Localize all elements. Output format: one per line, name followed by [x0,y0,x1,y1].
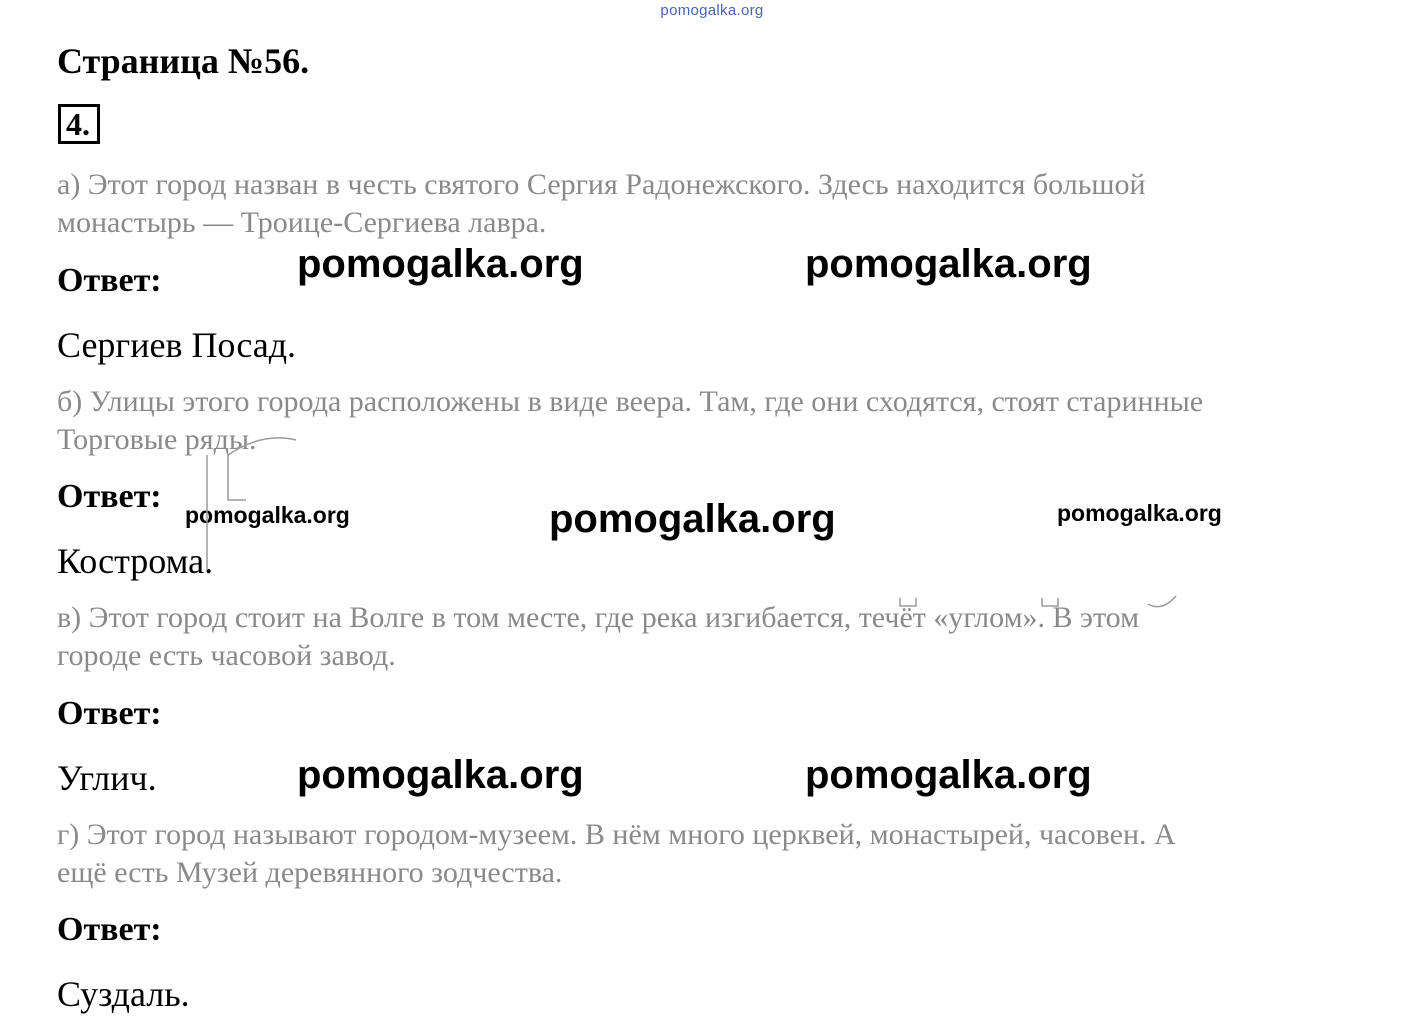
question-c-line2: городе есть часовой завод. [57,639,396,672]
answer-a: Сергиев Посад. [57,325,297,365]
answer-label-a: Ответ: [57,262,162,299]
answer-label-b: Ответ: [57,478,162,515]
question-b-line1: б) Улицы этого города расположены в виде веера. Там, где они сходятся, стоят старинные [57,385,1204,418]
watermark: pomogalka.org [549,497,836,541]
watermark: pomogalka.org [185,502,350,528]
watermark: pomogalka.org [297,242,584,286]
watermark: pomogalka.org [805,753,1092,797]
watermark: pomogalka.org [1057,500,1222,526]
page-title: Страница №56. [57,41,310,81]
question-d-line1: г) Этот город называют городом-музеем. В нём много церквей, монастырей, часовен. А [57,818,1176,851]
question-c-line1: в) Этот город стоит на Волге в том месте, где река изгибается, течёт «углом». В этом [57,601,1140,634]
answer-b: Кострома. [57,541,214,581]
question-d-line2: ещё есть Музей деревянного зодчества. [57,856,563,889]
answer-label-c: Ответ: [57,695,162,732]
answer-c: Углич. [57,758,157,798]
answer-label-d: Ответ: [57,911,162,948]
watermark: pomogalka.org [805,242,1092,286]
question-a-line1: а) Этот город назван в честь святого Сергия Радонежского. Здесь находится большой [57,168,1146,201]
task-number: 4. [66,106,90,142]
answer-d: Суздаль. [57,974,190,1014]
question-b-line2: Торговые ряды. [57,423,257,456]
watermark: pomogalka.org [297,753,584,797]
top-watermark: pomogalka.org [660,2,764,19]
question-a-line2: монастырь — Троице-Сергиева лавра. [57,206,547,239]
